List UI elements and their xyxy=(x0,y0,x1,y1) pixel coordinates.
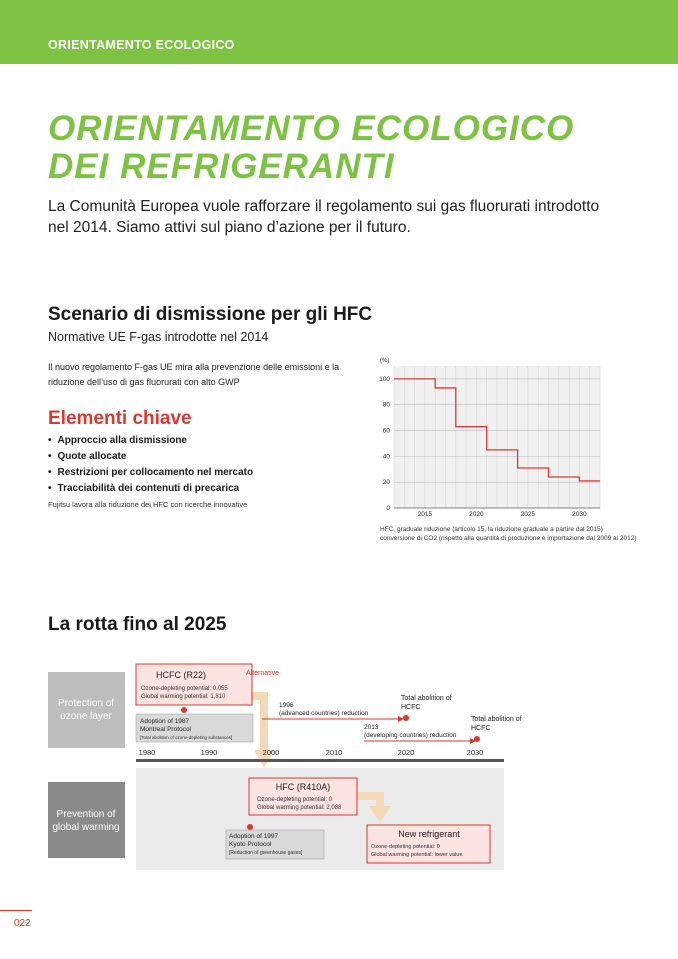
scenario-subheading: Normative UE F-gas introdotte nel 2014 xyxy=(48,330,269,344)
y-tick-label: 20 xyxy=(382,479,390,487)
y-tick-label: 100 xyxy=(379,375,390,383)
x-tick-label: 2030 xyxy=(572,511,587,518)
key-element-item: • Quote allocate xyxy=(48,449,253,465)
hfc-line-1: Ozone-depleting potential: 0 xyxy=(257,797,333,803)
reduction-1996-year: 1996 xyxy=(279,702,294,709)
scenario-heading: Scenario di dismissione per gli HFC xyxy=(48,304,373,325)
year-label: 2030 xyxy=(466,748,484,757)
key-elements-note: Fujitsu lavora alla riduzione dei HFC con ricerche innovative xyxy=(48,500,248,509)
key-elements-list xyxy=(48,433,253,497)
reduction-2013-year: 2013 xyxy=(364,724,379,731)
page-title xyxy=(48,110,648,186)
abolition-2-line-2: HCFC xyxy=(471,725,491,732)
hfc-title: HFC (R410A) xyxy=(275,782,331,792)
warming-label-line-2: global warming xyxy=(52,822,120,833)
ozone-label-box xyxy=(48,672,125,748)
x-tick-label: 2015 xyxy=(417,511,433,518)
montreal-line-3: [Total abolition of ozone-depleting substances] xyxy=(140,735,233,740)
warming-label-box xyxy=(48,782,125,858)
reduction-2013-text: (developing countries) reduction xyxy=(364,732,457,739)
new-refrigerant-line-2: Global warming potential: lower value xyxy=(371,852,463,858)
roadmap-heading: La rotta fino al 2025 xyxy=(48,614,227,635)
ozone-label-line-1: Protection of xyxy=(57,698,115,709)
hcfc-abolition-marker xyxy=(403,715,409,721)
y-tick-label: 40 xyxy=(382,453,390,461)
key-element-item: • Approccio alla dismissione xyxy=(48,433,253,449)
page-number-rule xyxy=(0,910,32,911)
title-line-2: DEI REFRIGERANTI xyxy=(48,147,395,186)
kyoto-line-3: [Reduction of greenhouse gases] xyxy=(229,850,303,856)
title-line-1: ORIENTAMENTO ECOLOGICO xyxy=(48,109,575,148)
montreal-line-2: Montreal Protocol xyxy=(140,726,191,733)
scenario-body: Il nuovo regolamento F-gas UE mira alla prevenzione delle emissioni e la riduzione dell’uso di gas fluorurati con alto GWP xyxy=(48,362,340,387)
year-label: 2010 xyxy=(325,748,343,757)
montreal-line-1: Adoption of 1987 xyxy=(140,718,190,725)
ozone-label-line-2: ozone layer xyxy=(60,711,112,722)
intro-text: La Comunità Europea vuole rafforzare il regolamento sui gas fluorurati introdotto nel 2014. Siamo attivi sul piano d’azione per il futuro. xyxy=(48,198,600,236)
timeline-bar xyxy=(136,759,504,762)
kyoto-line-2: Kyoto Protocol xyxy=(229,841,272,848)
hfc-line-2: Global warming potential: 2,088 xyxy=(257,805,342,811)
year-label: 1980 xyxy=(138,748,156,757)
header-band xyxy=(0,0,678,64)
hfc-reduction-chart xyxy=(370,352,610,524)
y-axis-label: (%) xyxy=(380,358,390,364)
hcfc-line-2: Global warming potential: 1,810 xyxy=(141,694,226,700)
abolition-1-line-1: Total abolition of xyxy=(401,695,452,702)
year-label: 2000 xyxy=(262,748,280,757)
abolition-1-line-2: HCFC xyxy=(401,704,421,711)
kyoto-line-1: Adoption of 1997 xyxy=(229,833,279,840)
kyoto-marker xyxy=(247,824,253,830)
key-element-item: • Tracciabilità dei contenuti di precarica xyxy=(48,481,253,497)
abolition-2-line-1: Total abolition of xyxy=(471,716,522,723)
montreal-marker xyxy=(181,707,187,713)
section-label: ORIENTAMENTO ECOLOGICO xyxy=(48,38,235,52)
chart-caption-line-2: conversione di CO2 (rispetto alla quantità di produzione e importazione dal 2009 al 2012) xyxy=(380,535,637,542)
new-refrigerant-line-1: Ozone-depleting potential: 0 xyxy=(371,844,440,850)
chart-caption-line-1: HFC, graduale riduzione (articolo 15, la riduzione graduale a partire dal 2015) xyxy=(380,526,603,533)
alternative-label: Alternative xyxy=(246,670,280,677)
x-tick-label: 2025 xyxy=(520,511,536,518)
roadmap-diagram xyxy=(0,640,678,880)
y-tick-label: 80 xyxy=(382,401,390,409)
reduction-1996-text: (advanced countries) reduction xyxy=(279,710,369,717)
page-number: 022 xyxy=(14,918,31,929)
x-tick-label: 2020 xyxy=(469,511,484,518)
hcfc-title: HCFC (R22) xyxy=(155,670,207,680)
key-element-item: • Restrizioni per collocamento nel mercato xyxy=(48,465,253,481)
y-tick-label: 60 xyxy=(382,427,390,435)
new-refrigerant-title: New refrigerant xyxy=(398,829,460,839)
key-elements-title: Elementi chiave xyxy=(48,408,192,429)
year-label: 2020 xyxy=(397,748,415,757)
y-tick-label: 0 xyxy=(386,505,390,512)
hcfc-line-1: Ozone-depleting potential: 0.055 xyxy=(141,686,228,692)
hcfc-abolition-2-marker xyxy=(474,736,480,742)
year-label: 1990 xyxy=(200,748,218,757)
warming-label-line-1: Prevention of xyxy=(56,809,116,820)
